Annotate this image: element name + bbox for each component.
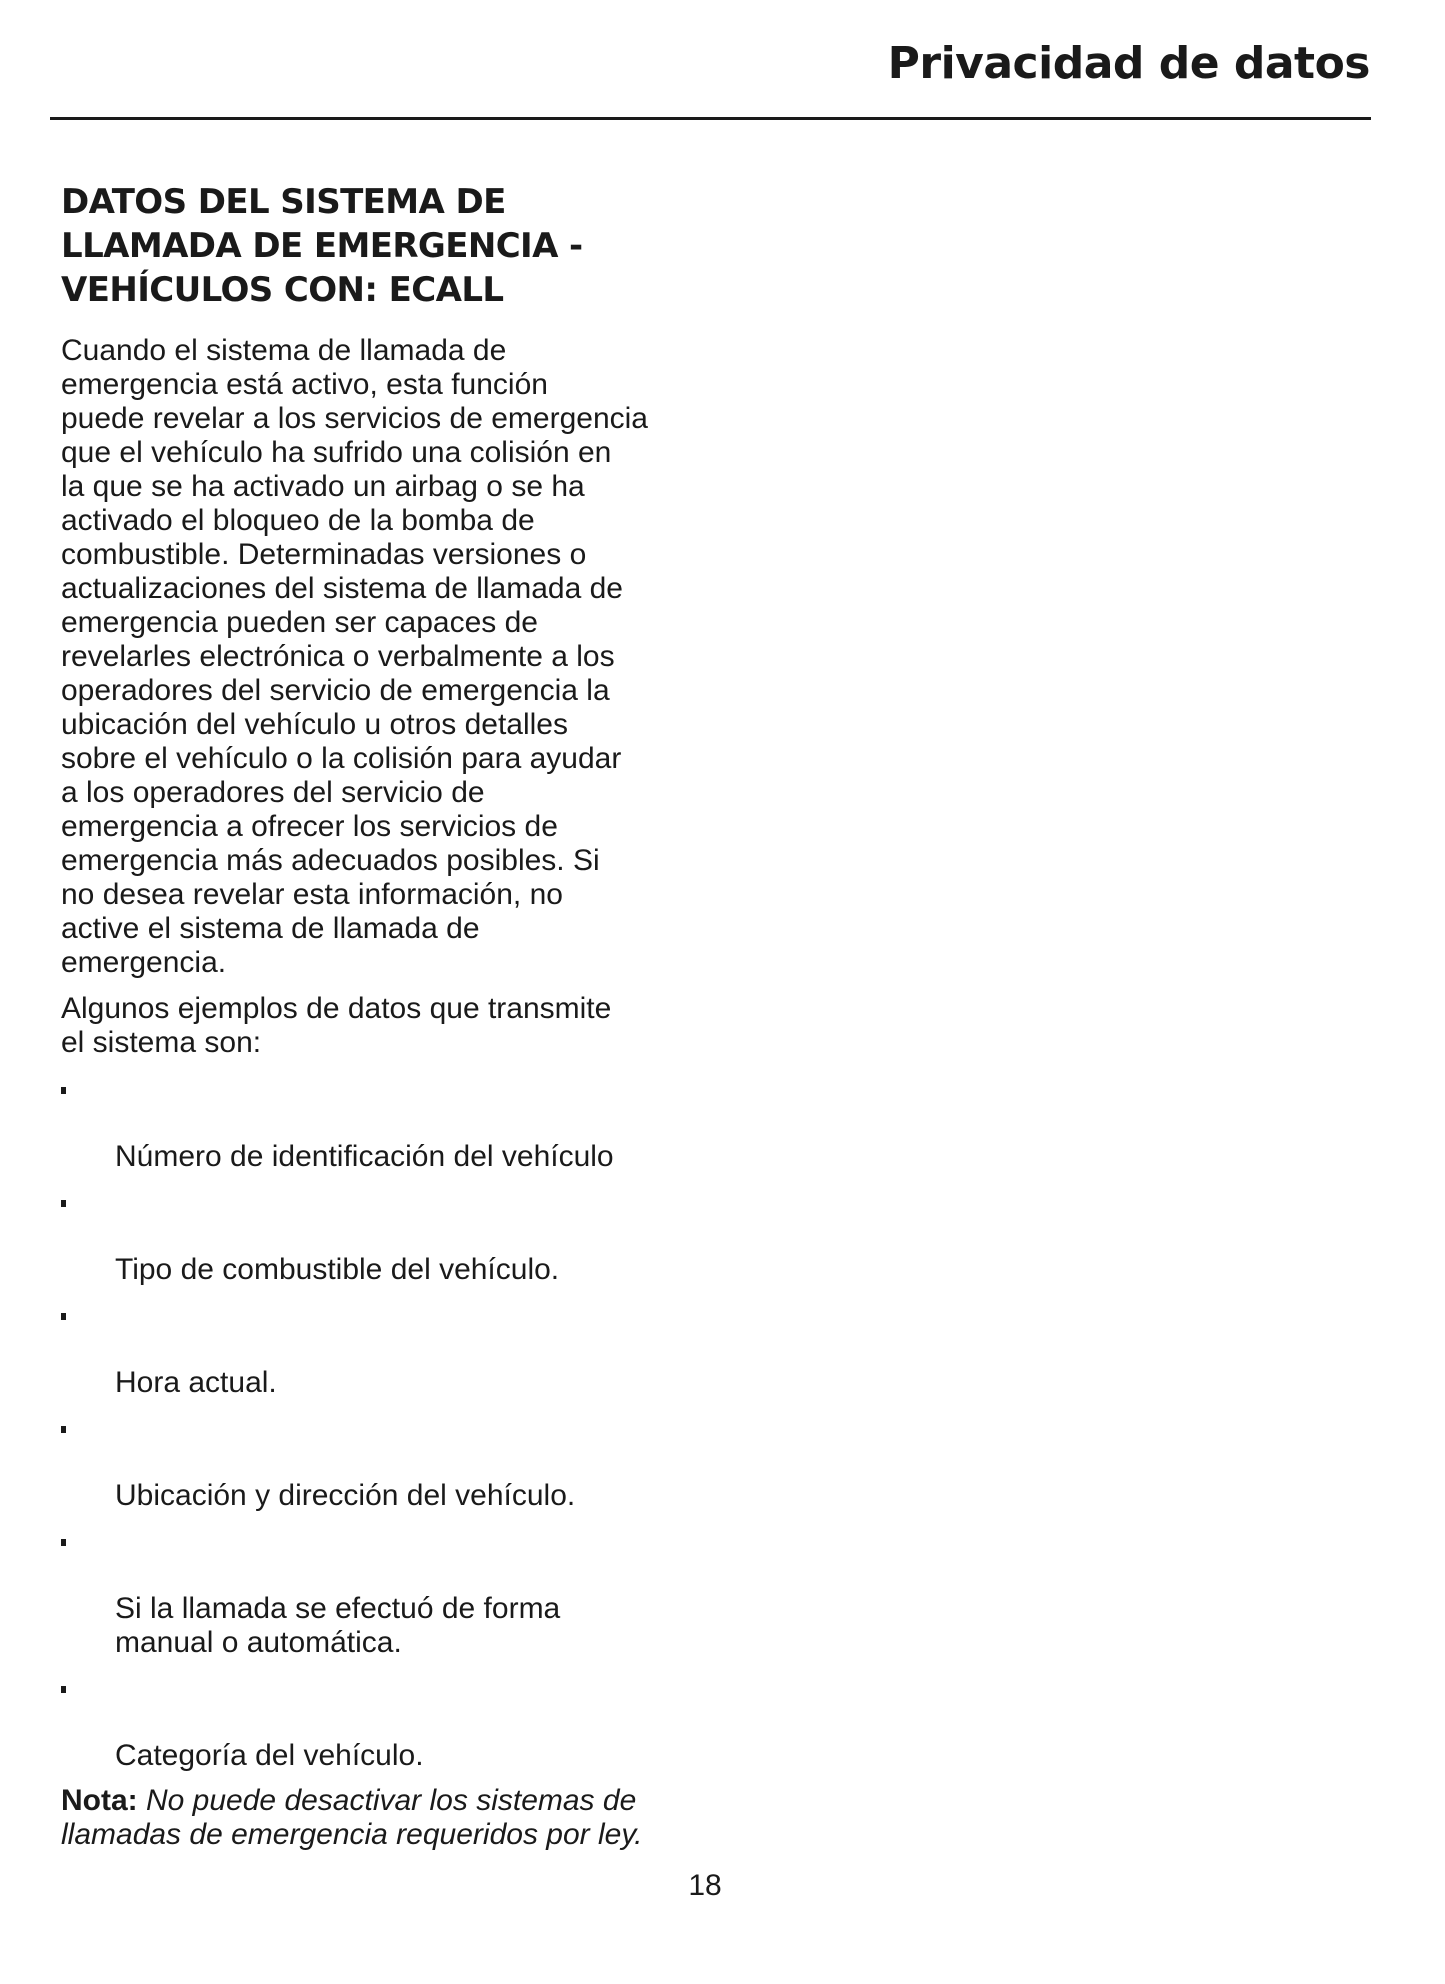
list-item-text: Si la llamada se efectuó de forma manual o automática. [115,1592,561,1659]
note-label: Nota: [61,1784,138,1817]
bullet-icon [61,1426,66,1433]
list-item [61,1671,686,1773]
bullet-icon [61,1686,66,1693]
list-item [61,1072,686,1174]
data-examples-list [61,1072,686,1773]
page-title: Privacidad de datos [887,38,1370,89]
section-heading: DATOS DEL SISTEMA DE LLAMADA DE EMERGENCIA - VEHÍCULOS CON: ECALL [61,182,583,310]
bullet-icon [61,1313,66,1320]
bullet-icon [61,1539,66,1546]
intro-paragraph: Cuando el sistema de llamada de emergencia está activo, esta función puede revelar a los servicios de emergencia que el vehículo ha sufrido una colisión en la que se ha activado un airbag o se ha activado el bloqueo de la bomba de combustible. Determinadas versiones o actualizaciones del sistema de llamada de emergencia pueden ser capaces de revelarles electrónica o verbalmente a los operadores del servicio de emergencia la ubicación del vehículo u otros detalles sobre el vehículo o la colisión para ayudar a los operadores del servicio de emergencia a ofrecer los servicios de emergencia más adecuados posibles. Si no desea revelar esta información, no active el sistema de llamada de emergencia. [61,334,648,979]
list-item [61,1298,686,1400]
list-item [61,1524,686,1660]
list-item-text: Ubicación y dirección del vehículo. [115,1479,576,1512]
page-number: 18 [688,1869,722,1902]
list-item-text: Hora actual. [115,1366,277,1399]
note [61,1784,686,1852]
list-item-text: Categoría del vehículo. [115,1739,424,1772]
content-column [61,180,686,1852]
list-item [61,1411,686,1513]
bullet-icon [61,1200,66,1207]
bullet-icon [61,1087,66,1094]
note-text: No puede desactivar los sistemas de llamadas de emergencia requeridos por ley. [61,1784,643,1851]
list-item-text: Tipo de combustible del vehículo. [115,1253,560,1286]
list-item [61,1185,686,1287]
header-divider [50,117,1371,120]
list-item-text: Número de identificación del vehículo [115,1140,614,1173]
examples-intro: Algunos ejemplos de datos que transmite el sistema son: [61,992,612,1059]
